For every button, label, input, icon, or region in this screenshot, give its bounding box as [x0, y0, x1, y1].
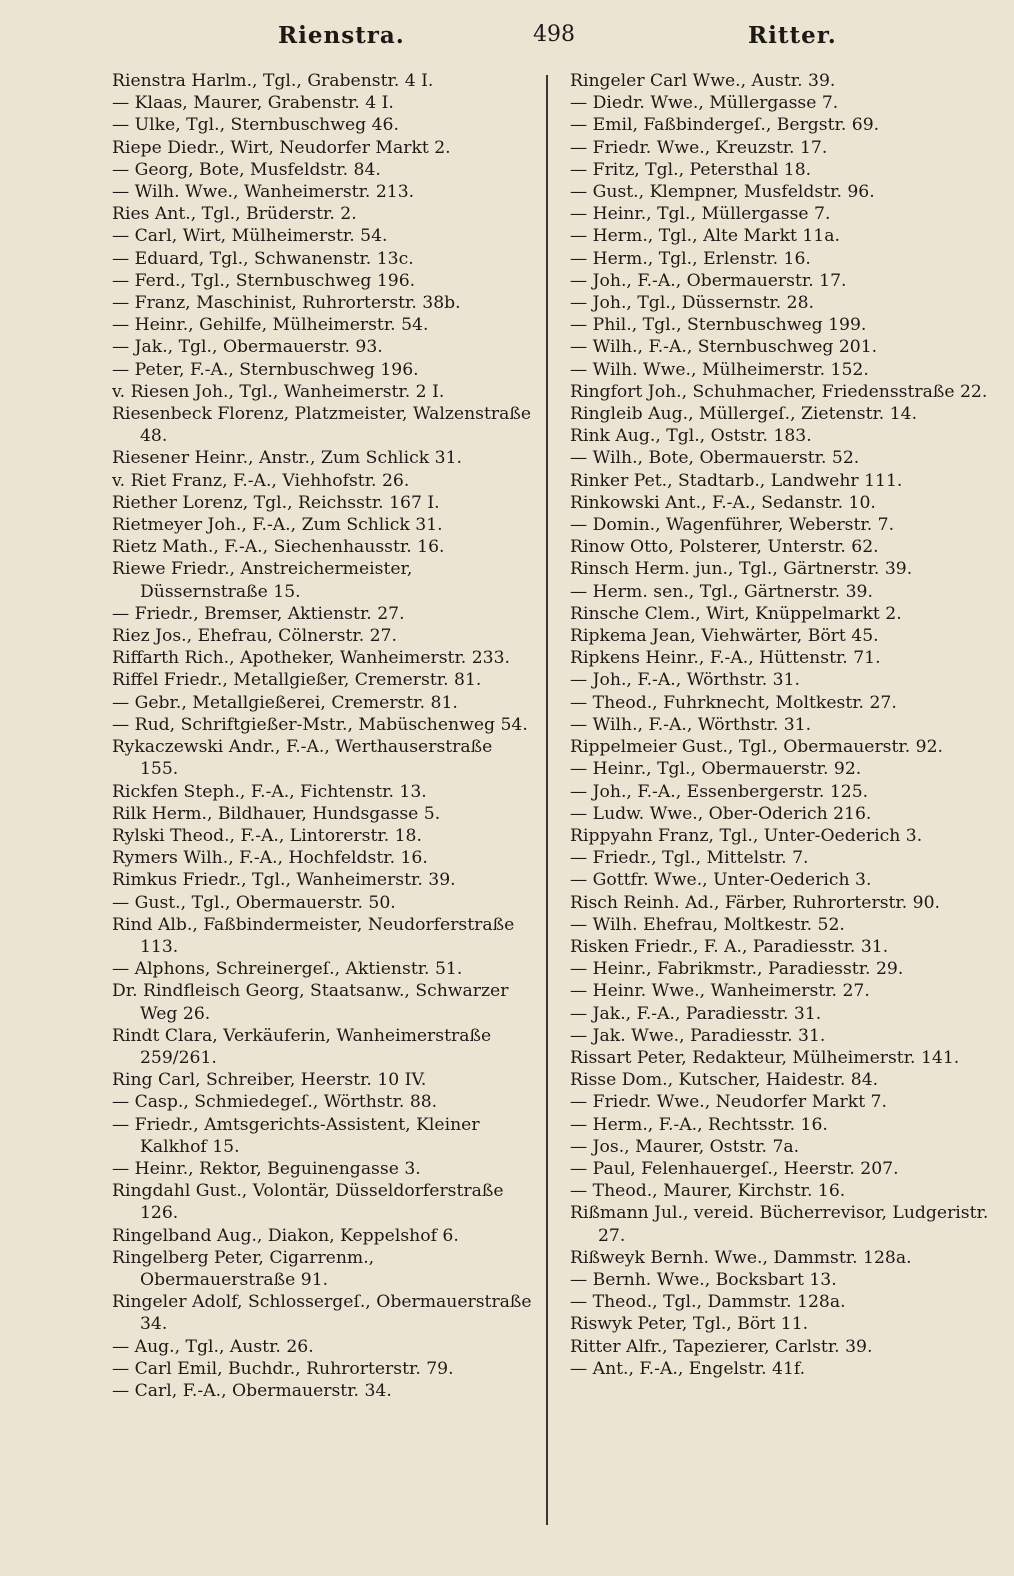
directory-entry: Rylski Theod., F.-A., Lintorerstr. 18.	[112, 825, 422, 846]
directory-entry: — Wilh., F.-A., Wörthstr. 31.	[570, 714, 812, 735]
directory-entry: — Gust., Klempner, Musfeldstr. 96.	[570, 182, 875, 203]
directory-entry: — Gebr., Metallgießerei, Cremerstr. 81.	[112, 692, 458, 713]
running-head-left: Rienstra.	[278, 22, 405, 49]
directory-entry: Rienstra Harlm., Tgl., Grabenstr. 4 I.	[112, 71, 434, 91]
directory-entry: v. Riet Franz, F.-A., Viehhofstr. 26.	[112, 470, 410, 491]
directory-entry: — Friedr. Wwe., Kreuzstr. 17.	[570, 137, 828, 158]
directory-entry: — Joh., Tgl., Düssernstr. 28.	[570, 293, 814, 314]
directory-entry: — Paul, Felenhauergeſ., Heerstr. 207.	[570, 1158, 899, 1179]
directory-entry: Ring Carl, Schreiber, Heerstr. 10 IV.	[112, 1070, 427, 1091]
directory-entry: — Ant., F.-A., Engelstr. 41f.	[570, 1358, 806, 1379]
directory-entry: — Diedr. Wwe., Müllergasse 7.	[570, 93, 839, 114]
directory-entry: — Casp., Schmiedegeſ., Wörthstr. 88.	[112, 1092, 438, 1113]
directory-entry: — Friedr., Bremser, Aktienstr. 27.	[112, 603, 405, 624]
directory-entry: — Carl, Wirt, Mülheimerstr. 54.	[112, 226, 388, 247]
directory-entry: Riesenbeck Florenz, Platzmeister, Walzenstraße 48.	[112, 404, 532, 447]
directory-entry: — Heinr., Rektor, Beguinengasse 3.	[112, 1158, 421, 1179]
directory-entry: Rymers Wilh., F.-A., Hochfeldstr. 16.	[112, 848, 428, 869]
directory-entry: — Jos., Maurer, Oststr. 7a.	[570, 1136, 800, 1157]
directory-entry: — Ferd., Tgl., Sternbuschweg 196.	[112, 270, 416, 291]
directory-entry: Ringelberg Peter, Cigarrenm., Obermauerstraße 91.	[112, 1247, 375, 1290]
directory-entry: — Joh., F.-A., Wörthstr. 31.	[570, 670, 801, 691]
directory-entry: — Eduard, Tgl., Schwanenstr. 13c.	[112, 248, 414, 269]
directory-entry: — Theod., Tgl., Dammstr. 128a.	[570, 1292, 846, 1313]
directory-entry: — Friedr., Tgl., Mittelstr. 7.	[570, 848, 809, 869]
directory-entry: Rinker Pet., Stadtarb., Landwehr 111.	[570, 470, 903, 491]
directory-entry: Riswyk Peter, Tgl., Bört 11.	[570, 1314, 809, 1335]
directory-entry: Risken Friedr., F. A., Paradiesstr. 31.	[570, 936, 889, 957]
directory-entry: — Klaas, Maurer, Grabenstr. 4 I.	[112, 93, 394, 114]
directory-entry: Rinsche Clem., Wirt, Knüppelmarkt 2.	[570, 603, 902, 624]
directory-entry: — Bernh. Wwe., Bocksbart 13.	[570, 1269, 837, 1290]
directory-entry: — Theod., Fuhrknecht, Moltkestr. 27.	[570, 692, 897, 713]
directory-entry: — Jak., F.-A., Paradiesstr. 31.	[570, 1003, 822, 1024]
directory-entry: — Joh., F.-A., Essenbergerstr. 125.	[570, 781, 869, 802]
directory-entry: — Heinr., Tgl., Müllergasse 7.	[570, 204, 831, 225]
directory-entry: — Gottfr. Wwe., Unter-Oederich 3.	[570, 870, 872, 891]
directory-entry: — Heinr., Fabrikmstr., Paradiesstr. 29.	[570, 959, 904, 980]
directory-entry: Rinsch Herm. jun., Tgl., Gärtnerstr. 39.	[570, 559, 913, 580]
directory-entry: — Gust., Tgl., Obermauerstr. 50.	[112, 892, 396, 913]
directory-entry: Ries Ant., Tgl., Brüderstr. 2.	[112, 204, 357, 225]
directory-entry: Rietmeyer Joh., F.-A., Zum Schlick 31.	[112, 515, 443, 536]
directory-entry: Ringeler Adolf, Schlossergeſ., Obermauerstraße 34.	[112, 1292, 532, 1335]
directory-entry: Rilk Herm., Bildhauer, Hundsgasse 5.	[112, 803, 441, 824]
directory-entry: Rickfen Steph., F.-A., Fichtenstr. 13.	[112, 781, 427, 802]
directory-entry: Rinkowski Ant., F.-A., Sedanstr. 10.	[570, 492, 876, 513]
directory-entry: Rindt Clara, Verkäuferin, Wanheimerstraße 259/261.	[112, 1025, 492, 1068]
directory-entry: Rissart Peter, Redakteur, Mülheimerstr. 141.	[570, 1047, 960, 1068]
directory-entry: — Wilh., F.-A., Sternbuschweg 201.	[570, 337, 878, 358]
directory-entry: — Domin., Wagenführer, Weberstr. 7.	[570, 515, 895, 536]
directory-entry: — Jak. Wwe., Paradiesstr. 31.	[570, 1025, 826, 1046]
directory-entry: Dr. Rindfleisch Georg, Staatsanw., Schwarzer Weg 26.	[112, 981, 509, 1024]
directory-entry: — Heinr., Gehilfe, Mülheimerstr. 54.	[112, 315, 429, 336]
directory-entry: — Peter, F.-A., Sternbuschweg 196.	[112, 359, 419, 380]
directory-entry: — Rud, Schriftgießer-Mstr., Mabüschenweg 54.	[112, 714, 528, 735]
directory-entry: Rißweyk Bernh. Wwe., Dammstr. 128a.	[570, 1247, 912, 1268]
directory-entry: Risch Reinh. Ad., Färber, Ruhrorterstr. 90.	[570, 892, 941, 913]
directory-entry: Riffel Friedr., Metallgießer, Cremerstr. 81.	[112, 670, 482, 691]
directory-entry: — Ludw. Wwe., Ober-Oderich 216.	[570, 803, 872, 824]
directory-entry: — Ulke, Tgl., Sternbuschweg 46.	[112, 115, 399, 136]
directory-entry: v. Riesen Joh., Tgl., Wanheimerstr. 2 I.	[112, 381, 445, 402]
directory-entry: — Wilh. Ehefrau, Moltkestr. 52.	[570, 914, 845, 935]
directory-entry: — Alphons, Schreinergeſ., Aktienstr. 51.	[112, 959, 463, 980]
directory-entry: Rietz Math., F.-A., Siechenhausstr. 16.	[112, 537, 445, 558]
directory-entry: Ritter Alfr., Tapezierer, Carlstr. 39.	[570, 1336, 873, 1357]
page-number: 498	[533, 22, 575, 47]
directory-entry: Ringfort Joh., Schuhmacher, Friedensstraße 22.	[570, 381, 988, 402]
directory-entry: — Friedr. Wwe., Neudorfer Markt 7.	[570, 1092, 887, 1113]
directory-entry: Rind Alb., Faßbindermeister, Neudorferstraße 113.	[112, 914, 515, 957]
directory-entry: — Wilh. Wwe., Mülheimerstr. 152.	[570, 359, 869, 380]
page-header	[0, 22, 1014, 62]
directory-entry: Ringleib Aug., Müllergeſ., Zietenstr. 14.	[570, 404, 918, 425]
directory-entry: — Georg, Bote, Musfeldstr. 84.	[112, 159, 381, 180]
directory-entry: Riesener Heinr., Anstr., Zum Schlick 31.	[112, 448, 462, 469]
directory-entry: Ringeler Carl Wwe., Austr. 39.	[570, 71, 836, 91]
directory-entry: Ringdahl Gust., Volontär, Düsseldorferstraße 126.	[112, 1181, 504, 1224]
directory-entry: — Emil, Faßbindergeſ., Bergstr. 69.	[570, 115, 880, 136]
directory-entry: — Wilh. Wwe., Wanheimerstr. 213.	[112, 182, 415, 203]
directory-entry: Rink Aug., Tgl., Oststr. 183.	[570, 426, 812, 447]
directory-entry: Rimkus Friedr., Tgl., Wanheimerstr. 39.	[112, 870, 456, 891]
directory-entry: Risse Dom., Kutscher, Haidestr. 84.	[570, 1070, 879, 1091]
directory-entry: — Franz, Maschinist, Ruhrorterstr. 38b.	[112, 293, 461, 314]
directory-entry: Ringelband Aug., Diakon, Keppelshof 6.	[112, 1225, 459, 1246]
column-divider	[546, 75, 548, 1525]
directory-entry: Rykaczewski Andr., F.-A., Werthauserstraße 155.	[112, 737, 493, 780]
directory-entry: — Herm., Tgl., Alte Markt 11a.	[570, 226, 840, 247]
directory-entry: — Jak., Tgl., Obermauerstr. 93.	[112, 337, 383, 358]
directory-entry: Riether Lorenz, Tgl., Reichsstr. 167 I.	[112, 492, 440, 513]
directory-entry: — Herm. sen., Tgl., Gärtnerstr. 39.	[570, 581, 873, 602]
directory-entry: Rinow Otto, Polsterer, Unterstr. 62.	[570, 537, 879, 558]
right-column	[570, 70, 990, 1380]
directory-entry: Rippelmeier Gust., Tgl., Obermauerstr. 92.	[570, 737, 943, 758]
directory-entry: — Phil., Tgl., Sternbuschweg 199.	[570, 315, 867, 336]
directory-entry: Riffarth Rich., Apotheker, Wanheimerstr. 233.	[112, 648, 510, 669]
directory-entry: — Carl, F.-A., Obermauerstr. 34.	[112, 1380, 392, 1401]
directory-entry: Ripkema Jean, Viehwärter, Bört 45.	[570, 626, 879, 647]
directory-entry: Riez Jos., Ehefrau, Cölnerstr. 27.	[112, 626, 397, 647]
left-column	[112, 70, 532, 1402]
directory-entry: — Wilh., Bote, Obermauerstr. 52.	[570, 448, 860, 469]
directory-entry: — Theod., Maurer, Kirchstr. 16.	[570, 1181, 846, 1202]
directory-entry: Rißmann Jul., vereid. Bücherrevisor, Ludgeristr. 27.	[570, 1203, 989, 1246]
directory-entry: Ripkens Heinr., F.-A., Hüttenstr. 71.	[570, 648, 881, 669]
directory-entry: — Herm., Tgl., Erlenstr. 16.	[570, 248, 811, 269]
directory-entry: — Carl Emil, Buchdr., Ruhrorterstr. 79.	[112, 1358, 454, 1379]
directory-entry: — Joh., F.-A., Obermauerstr. 17.	[570, 270, 847, 291]
directory-entry: — Heinr., Tgl., Obermauerstr. 92.	[570, 759, 862, 780]
directory-entry: — Friedr., Amtsgerichts-Assistent, Kleiner Kalkhof 15.	[112, 1114, 480, 1157]
directory-entry: — Heinr. Wwe., Wanheimerstr. 27.	[570, 981, 870, 1002]
directory-entry: — Aug., Tgl., Austr. 26.	[112, 1336, 314, 1357]
directory-entry: Riewe Friedr., Anstreichermeister, Düssernstraße 15.	[112, 559, 413, 602]
directory-entry: — Fritz, Tgl., Petersthal 18.	[570, 159, 812, 180]
directory-entry: Rippyahn Franz, Tgl., Unter-Oederich 3.	[570, 825, 923, 846]
running-head-right: Ritter.	[748, 22, 837, 49]
directory-entry: Riepe Diedr., Wirt, Neudorfer Markt 2.	[112, 137, 451, 158]
directory-entry: — Herm., F.-A., Rechtsstr. 16.	[570, 1114, 828, 1135]
